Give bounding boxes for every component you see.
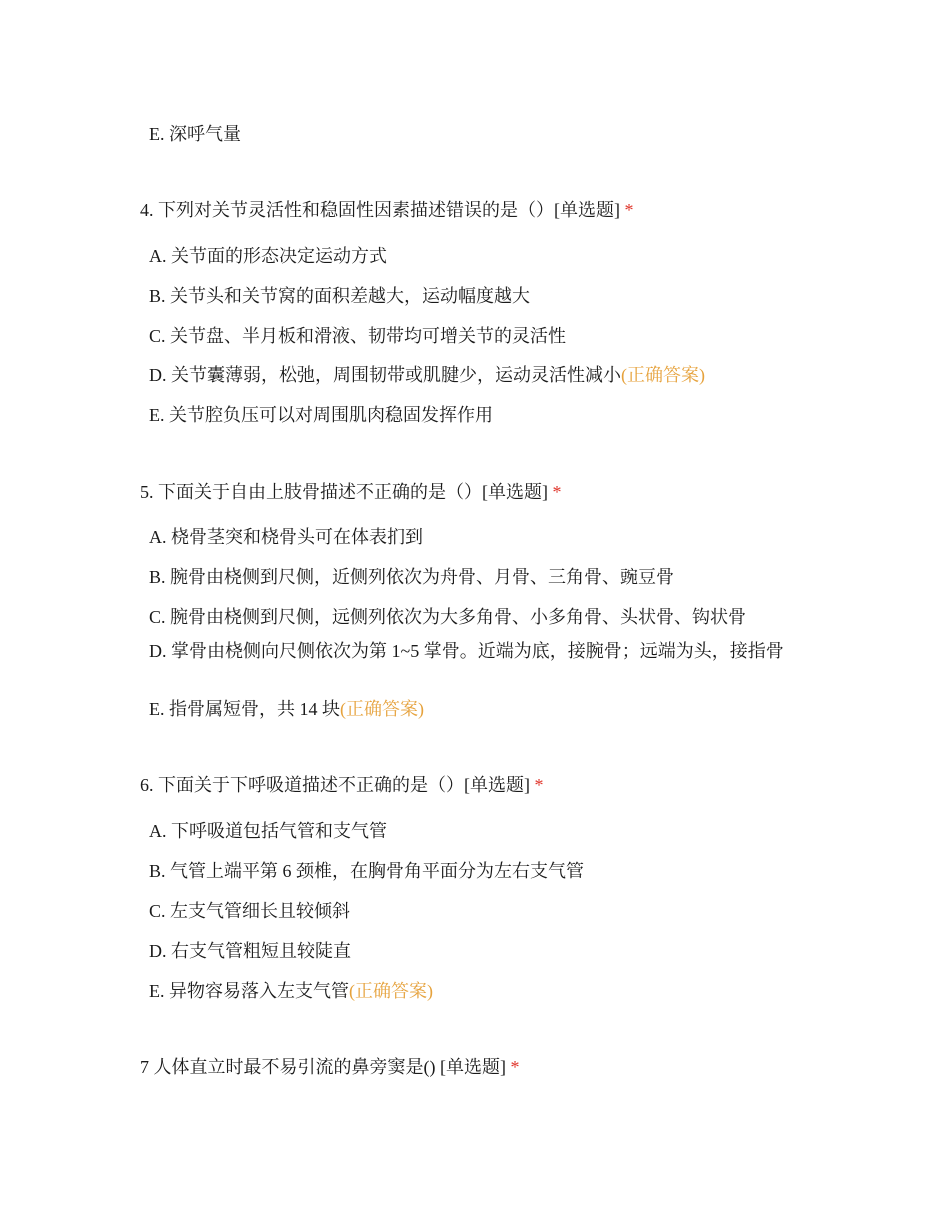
q5-option-b[interactable]: B. 腕骨由桡侧到尺侧，近侧列依次为舟骨、月骨、三角骨、豌豆骨: [149, 567, 675, 587]
q5-option-d[interactable]: D. 掌骨由桡侧向尺侧依次为第 1~5 掌骨。近端为底，接腕骨；远端为头，接指骨: [149, 641, 784, 661]
question-type: [单选题]: [440, 1057, 506, 1077]
correct-answer-tag: (正确答案): [340, 699, 424, 719]
question-4-title: [140, 199, 634, 221]
q4-option-d[interactable]: D. 关节囊薄弱，松弛，周围韧带或肌腱少，运动灵活性减小(正确答案): [149, 365, 705, 385]
prev-option-e: E. 深呼气量: [149, 124, 241, 144]
required-marker: *: [552, 482, 562, 502]
question-text: 5. 下面关于自由上肢骨描述不正确的是（）: [140, 482, 482, 502]
q6-option-c[interactable]: C. 左支气管细长且较倾斜: [149, 901, 351, 921]
q6-option-e[interactable]: E. 异物容易落入左支气管(正确答案): [149, 981, 433, 1001]
required-marker: *: [510, 1057, 520, 1077]
question-5-title: [140, 481, 562, 503]
question-text: 4. 下列对关节灵活性和稳固性因素描述错误的是（）: [140, 200, 554, 220]
question-7-title: [140, 1056, 520, 1078]
q6-option-d[interactable]: D. 右支气管粗短且较陡直: [149, 941, 351, 961]
q4-option-e[interactable]: E. 关节腔负压可以对周围肌肉稳固发挥作用: [149, 405, 493, 425]
q4-option-b[interactable]: B. 关节头和关节窝的面积差越大，运动幅度越大: [149, 286, 531, 306]
q6-option-a[interactable]: A. 下呼吸道包括气管和支气管: [149, 821, 387, 841]
q5-option-e[interactable]: E. 指骨属短骨，共 14 块(正确答案): [149, 699, 424, 719]
q6-option-b[interactable]: B. 气管上端平第 6 颈椎，在胸骨角平面分为左右支气管: [149, 861, 585, 881]
required-marker: *: [624, 200, 634, 220]
q4-option-a[interactable]: A. 关节面的形态决定运动方式: [149, 246, 387, 266]
correct-answer-tag: (正确答案): [621, 365, 705, 385]
question-type: [单选题]: [482, 482, 548, 502]
question-text: 7 人体直立时最不易引流的鼻旁窦是(): [140, 1057, 436, 1077]
question-text: 6. 下面关于下呼吸道描述不正确的是（）: [140, 775, 464, 795]
q5-option-c[interactable]: C. 腕骨由桡侧到尺侧，远侧列依次为大多角骨、小多角骨、头状骨、钩状骨: [149, 607, 747, 627]
q5-option-a[interactable]: A. 桡骨茎突和桡骨头可在体表扪到: [149, 527, 423, 547]
question-6-title: [140, 774, 544, 796]
question-type: [单选题]: [554, 200, 620, 220]
q4-option-c[interactable]: C. 关节盘、半月板和滑液、韧带均可增关节的灵活性: [149, 326, 567, 346]
correct-answer-tag: (正确答案): [349, 981, 433, 1001]
question-type: [单选题]: [464, 775, 530, 795]
required-marker: *: [534, 775, 544, 795]
